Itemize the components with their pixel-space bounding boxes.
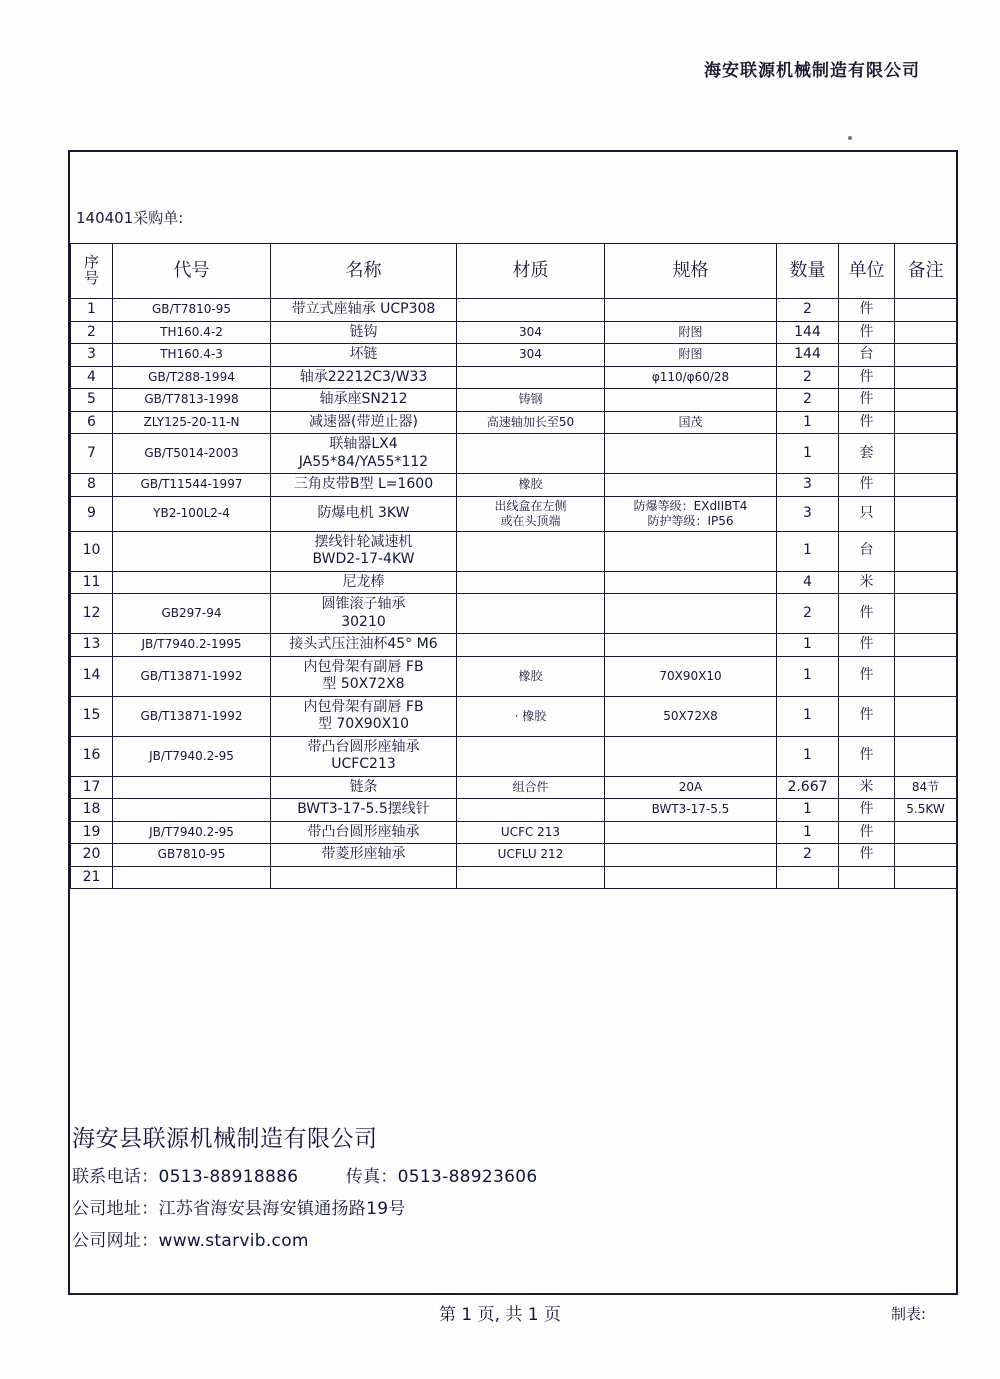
cell-name: 带凸台圆形座轴承 UCFC213: [271, 736, 457, 776]
cell-remark: [895, 531, 957, 571]
table-row: [71, 344, 957, 367]
cell-remark: [895, 496, 957, 531]
cell-no: 10: [71, 531, 113, 571]
cell-code: GB/T7810-95: [113, 299, 271, 322]
cell-spec: [605, 299, 777, 322]
cell-material: 304: [457, 344, 605, 367]
table-row: [71, 736, 957, 776]
page-speck: [848, 136, 852, 140]
cell-qty: 2.667: [777, 776, 839, 799]
cell-name: 摆线针轮减速机 BWD2-17-4KW: [271, 531, 457, 571]
cell-remark: [895, 344, 957, 367]
cell-unit: 件: [839, 736, 895, 776]
cell-material: 橡胶: [457, 656, 605, 696]
cell-material: UCFLU 212: [457, 844, 605, 867]
table-header-row: [71, 244, 957, 299]
cell-unit: 只: [839, 496, 895, 531]
table-row: [71, 594, 957, 634]
footer-address: 公司地址：江苏省海安县海安镇通扬路19号: [72, 1199, 406, 1219]
purchase-order-table: [70, 243, 957, 889]
cell-name: [271, 866, 457, 889]
cell-spec: 20A: [605, 776, 777, 799]
cell-unit: [839, 866, 895, 889]
cell-unit: 件: [839, 594, 895, 634]
footer-contact-line: [72, 1162, 772, 1187]
cell-no: 13: [71, 634, 113, 657]
cell-unit: 件: [839, 366, 895, 389]
cell-unit: 米: [839, 776, 895, 799]
cell-remark: [895, 656, 957, 696]
cell-qty: 1: [777, 799, 839, 822]
cell-code: YB2-100L2-4: [113, 496, 271, 531]
table-row: [71, 634, 957, 657]
cell-spec: [605, 571, 777, 594]
cell-remark: [895, 571, 957, 594]
cell-remark: [895, 321, 957, 344]
cell-remark: [895, 434, 957, 474]
cell-material: [457, 736, 605, 776]
cell-code: ZLY125-20-11-N: [113, 411, 271, 434]
cell-qty: 3: [777, 474, 839, 497]
table-row: [71, 321, 957, 344]
cell-material: UCFC 213: [457, 821, 605, 844]
col-no-text: 序 号: [83, 253, 99, 287]
table-row: [71, 799, 957, 822]
table-row: [71, 531, 957, 571]
company-footer: [72, 1120, 772, 1258]
column-header-qty: 数量: [777, 244, 839, 299]
cell-qty: 144: [777, 344, 839, 367]
cell-code: TH160.4-2: [113, 321, 271, 344]
cell-unit: 米: [839, 571, 895, 594]
table-row: [71, 299, 957, 322]
cell-name: 减速器(带逆止器): [271, 411, 457, 434]
cell-code: JB/T7940.2-95: [113, 821, 271, 844]
cell-spec: [605, 844, 777, 867]
cell-name: 坏链: [271, 344, 457, 367]
cell-spec: [605, 821, 777, 844]
table-row: [71, 389, 957, 412]
table-row: [71, 821, 957, 844]
cell-qty: [777, 866, 839, 889]
cell-remark: [895, 821, 957, 844]
cell-code: [113, 776, 271, 799]
cell-no: 12: [71, 594, 113, 634]
maker-label: 制表:: [890, 1305, 926, 1323]
cell-qty: 1: [777, 434, 839, 474]
cell-remark: [895, 474, 957, 497]
column-header-unit: 单位: [839, 244, 895, 299]
cell-code: GB/T288-1994: [113, 366, 271, 389]
cell-qty: 144: [777, 321, 839, 344]
cell-qty: 1: [777, 634, 839, 657]
cell-material: [457, 531, 605, 571]
cell-qty: 1: [777, 821, 839, 844]
cell-code: GB7810-95: [113, 844, 271, 867]
cell-spec: [605, 736, 777, 776]
cell-no: 5: [71, 389, 113, 412]
cell-no: 3: [71, 344, 113, 367]
cell-name: 链钩: [271, 321, 457, 344]
cell-code: [113, 571, 271, 594]
cell-material: [457, 571, 605, 594]
cell-spec: [605, 434, 777, 474]
cell-remark: 5.5KW: [895, 799, 957, 822]
cell-material: 高速轴加长至50: [457, 411, 605, 434]
cell-remark: [895, 594, 957, 634]
cell-qty: 1: [777, 531, 839, 571]
cell-code: [113, 866, 271, 889]
cell-unit: 件: [839, 299, 895, 322]
table-row: [71, 496, 957, 531]
cell-code: JB/T7940.2-95: [113, 736, 271, 776]
cell-material: [457, 434, 605, 474]
cell-unit: 台: [839, 531, 895, 571]
cell-unit: 台: [839, 344, 895, 367]
cell-remark: [895, 299, 957, 322]
column-header-code: 代号: [113, 244, 271, 299]
cell-name: 三角皮带B型 L=1600: [271, 474, 457, 497]
cell-name: 尼龙棒: [271, 571, 457, 594]
cell-no: 14: [71, 656, 113, 696]
cell-spec: 50X72X8: [605, 696, 777, 736]
cell-unit: 件: [839, 474, 895, 497]
cell-name: 接头式压注油杯45° M6: [271, 634, 457, 657]
company-header: 海安联源机械制造有限公司: [704, 61, 920, 81]
cell-no: 11: [71, 571, 113, 594]
table-row: [71, 411, 957, 434]
cell-qty: 3: [777, 496, 839, 531]
cell-spec: [605, 634, 777, 657]
cell-no: 1: [71, 299, 113, 322]
cell-qty: 2: [777, 299, 839, 322]
cell-spec: 附图: [605, 344, 777, 367]
cell-name: 轴承22212C3/W33: [271, 366, 457, 389]
cell-unit: 件: [839, 411, 895, 434]
cell-unit: 件: [839, 799, 895, 822]
cell-name: 轴承座SN212: [271, 389, 457, 412]
cell-spec: [605, 594, 777, 634]
cell-name: 带立式座轴承 UCP308: [271, 299, 457, 322]
cell-no: 19: [71, 821, 113, 844]
footer-phone: 联系电话：0513-88918886: [72, 1167, 299, 1187]
cell-no: 6: [71, 411, 113, 434]
cell-spec: [605, 474, 777, 497]
cell-material: 橡胶: [457, 474, 605, 497]
order-number-label: 140401采购单:: [76, 209, 184, 227]
table-row: [71, 571, 957, 594]
cell-no: 17: [71, 776, 113, 799]
cell-remark: [895, 866, 957, 889]
cell-material: [457, 594, 605, 634]
cell-unit: 件: [839, 321, 895, 344]
cell-remark: [895, 411, 957, 434]
footer-website: 公司网址：www.starvib.com: [72, 1231, 309, 1251]
cell-unit: 件: [839, 844, 895, 867]
table-row: [71, 656, 957, 696]
table-row: [71, 866, 957, 889]
cell-name: 圆锥滚子轴承 30210: [271, 594, 457, 634]
cell-no: 15: [71, 696, 113, 736]
table-row: [71, 696, 957, 736]
footer-company-name: 海安县联源机械制造有限公司: [72, 1126, 378, 1152]
cell-code: GB297-94: [113, 594, 271, 634]
cell-qty: 2: [777, 844, 839, 867]
table-row: [71, 776, 957, 799]
table-row: [71, 434, 957, 474]
cell-qty: 2: [777, 389, 839, 412]
cell-spec: [605, 531, 777, 571]
cell-spec: BWT3-17-5.5: [605, 799, 777, 822]
cell-remark: [895, 366, 957, 389]
cell-unit: 件: [839, 656, 895, 696]
cell-code: [113, 799, 271, 822]
cell-unit: 件: [839, 634, 895, 657]
page-number: 第 1 页, 共 1 页: [438, 1305, 562, 1325]
cell-code: GB/T13871-1992: [113, 656, 271, 696]
cell-unit: 件: [839, 821, 895, 844]
cell-remark: [895, 844, 957, 867]
cell-material: [457, 866, 605, 889]
column-header-no: [71, 244, 113, 299]
cell-code: [113, 531, 271, 571]
cell-code: GB/T5014-2003: [113, 434, 271, 474]
cell-material: [457, 299, 605, 322]
cell-no: 7: [71, 434, 113, 474]
cell-qty: 1: [777, 736, 839, 776]
cell-spec: 防爆等级：EXdIIBT4 防护等级：IP56: [605, 496, 777, 531]
column-header-remark: 备注: [895, 244, 957, 299]
cell-no: 21: [71, 866, 113, 889]
cell-spec: φ110/φ60/28: [605, 366, 777, 389]
cell-unit: 件: [839, 389, 895, 412]
column-header-spec: 规格: [605, 244, 777, 299]
cell-name: 带凸台圆形座轴承: [271, 821, 457, 844]
cell-spec: 70X90X10: [605, 656, 777, 696]
cell-qty: 1: [777, 656, 839, 696]
cell-unit: 件: [839, 696, 895, 736]
cell-material: 铸钢: [457, 389, 605, 412]
cell-qty: 4: [777, 571, 839, 594]
cell-remark: [895, 696, 957, 736]
cell-remark: [895, 634, 957, 657]
cell-no: 8: [71, 474, 113, 497]
cell-code: GB/T13871-1992: [113, 696, 271, 736]
cell-qty: 1: [777, 411, 839, 434]
cell-spec: [605, 389, 777, 412]
cell-name: 链条: [271, 776, 457, 799]
cell-spec: 附图: [605, 321, 777, 344]
cell-material: [457, 799, 605, 822]
cell-no: 9: [71, 496, 113, 531]
cell-no: 20: [71, 844, 113, 867]
cell-material: 出线盒在左侧 或在头顶端: [457, 496, 605, 531]
cell-code: GB/T11544-1997: [113, 474, 271, 497]
footer-fax: 传真：0513-88923606: [345, 1167, 538, 1187]
cell-unit: 套: [839, 434, 895, 474]
cell-remark: [895, 736, 957, 776]
cell-qty: 1: [777, 696, 839, 736]
cell-code: JB/T7940.2-1995: [113, 634, 271, 657]
cell-no: 16: [71, 736, 113, 776]
cell-no: 18: [71, 799, 113, 822]
cell-name: 联轴器LX4 JA55*84/YA55*112: [271, 434, 457, 474]
cell-no: 2: [71, 321, 113, 344]
cell-name: 带菱形座轴承: [271, 844, 457, 867]
cell-code: TH160.4-3: [113, 344, 271, 367]
column-header-material: 材质: [457, 244, 605, 299]
table-row: [71, 474, 957, 497]
cell-material: 304: [457, 321, 605, 344]
cell-name: 内包骨架有副唇 FB 型 70X90X10: [271, 696, 457, 736]
table-row: [71, 844, 957, 867]
cell-spec: 国茂: [605, 411, 777, 434]
cell-remark: [895, 389, 957, 412]
cell-spec: [605, 866, 777, 889]
cell-name: BWT3-17-5.5摆线针: [271, 799, 457, 822]
table-row: [71, 366, 957, 389]
cell-material: [457, 634, 605, 657]
column-header-name: 名称: [271, 244, 457, 299]
cell-material: · 橡胶: [457, 696, 605, 736]
cell-material: 组合件: [457, 776, 605, 799]
cell-remark: 84节: [895, 776, 957, 799]
cell-no: 4: [71, 366, 113, 389]
cell-code: GB/T7813-1998: [113, 389, 271, 412]
cell-qty: 2: [777, 366, 839, 389]
cell-qty: 2: [777, 594, 839, 634]
cell-material: [457, 366, 605, 389]
cell-name: 防爆电机 3KW: [271, 496, 457, 531]
cell-name: 内包骨架有副唇 FB 型 50X72X8: [271, 656, 457, 696]
